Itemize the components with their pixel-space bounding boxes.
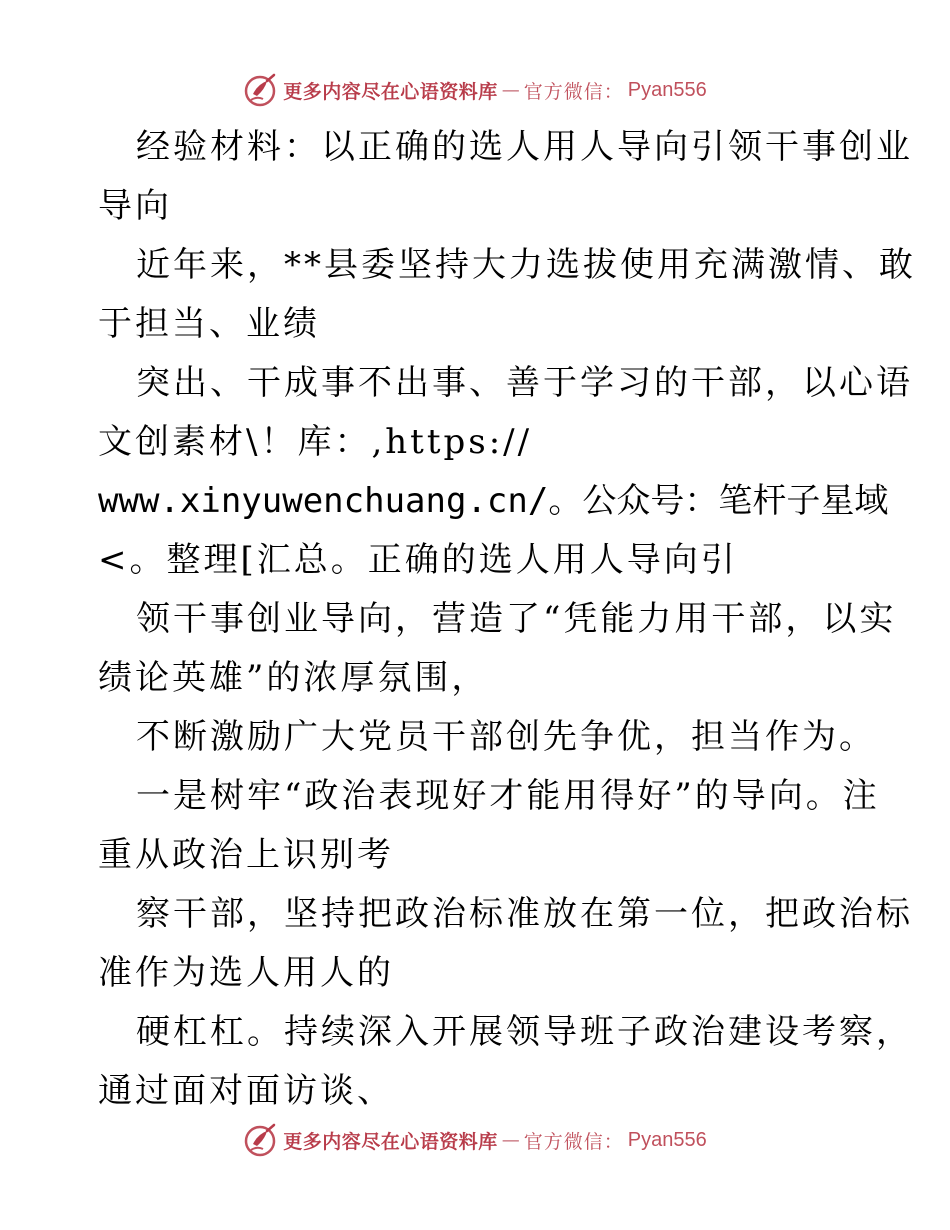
body-line-11: 不断激励广大党员干部创先争优，担当作为。 <box>136 717 876 757</box>
pen-logo-icon <box>243 72 279 108</box>
footer-banner-wechat-label: 官方微信： <box>523 1130 624 1153</box>
page-footer <box>0 1122 950 1158</box>
body-line-9: 领干事创业导向，营造了“凭能力用干部，以实 <box>136 599 897 639</box>
header-banner-wechat-label: 官方微信： <box>523 80 624 103</box>
body-line-4: 于担当、业绩 <box>98 304 320 344</box>
body-line-10: 绩论英雄”的浓厚氛围， <box>98 658 489 698</box>
header-banner-wechat-id: Pyan556 <box>627 78 707 101</box>
document-body <box>98 118 916 1121</box>
body-line-5: 突出、干成事不出事、善于学习的干部，以心语 <box>136 363 913 403</box>
body-line-8: <。整理[汇总。正确的选人用人导向引 <box>98 540 738 580</box>
body-line-13: 重从政治上识别考 <box>98 835 394 875</box>
footer-banner-wechat-id: Pyan556 <box>627 1128 707 1151</box>
header-banner-title: 更多内容尽在心语资料库 <box>283 80 498 103</box>
pen-logo-icon <box>243 1122 279 1158</box>
footer-banner-title: 更多内容尽在心语资料库 <box>283 1130 498 1153</box>
body-line-6: 文创素材\！库：,https:// <box>98 422 533 462</box>
body-line-1: 经验材料：以正确的选人用人导向引领干事创业 <box>136 127 913 167</box>
body-line-2: 导向 <box>98 186 172 226</box>
body-line-3: 近年来，**县委坚持大力选拔使用充满激情、敢 <box>136 245 916 285</box>
body-line-16: 硬杠杠。持续深入开展领导班子政治建设考察， <box>136 1012 913 1052</box>
body-line-12: 一是树牢“政治表现好才能用得好”的导向。注 <box>136 776 880 816</box>
footer-banner <box>243 1122 707 1158</box>
footer-banner-separator: — <box>501 1129 520 1151</box>
header-banner <box>243 72 707 108</box>
body-line-14: 察干部，坚持把政治标准放在第一位，把政治标 <box>136 894 913 934</box>
body-line-7: www.xinyuwenchuang.cn/。公众号：笔杆子星域 <box>98 481 889 521</box>
header-banner-separator: — <box>501 79 520 101</box>
body-line-17: 通过面对面访谈、 <box>98 1071 394 1111</box>
body-line-15: 准作为选人用人的 <box>98 953 394 993</box>
page-header <box>0 72 950 108</box>
